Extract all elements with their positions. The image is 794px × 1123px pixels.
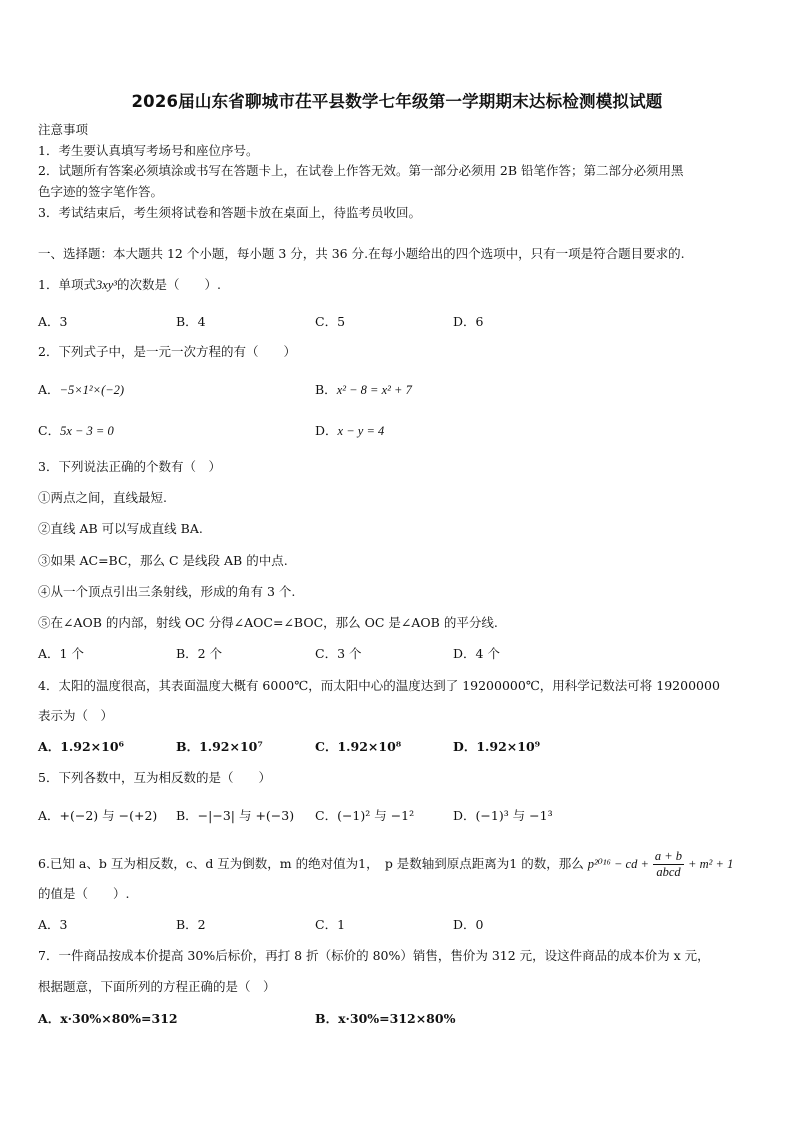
q2-b-expression: x² − 8 = x² + 7 bbox=[336, 383, 412, 397]
question-4-stem-cont: 表示为（ ） bbox=[38, 708, 114, 723]
notice-item: 1．考生要认真填写考场号和座位序号。 bbox=[38, 143, 259, 158]
q4-option-c: C．1.92×10⁸ bbox=[315, 739, 402, 754]
q2-c-expression: 5x − 3 = 0 bbox=[60, 424, 114, 438]
q2-option-c bbox=[38, 422, 114, 440]
q2-d-label: D． bbox=[315, 423, 338, 438]
q6-option-d: D．0 bbox=[453, 917, 484, 932]
q3-statement-3: ③如果 AC=BC，那么 C 是线段 AB 的中点. bbox=[38, 553, 288, 568]
q3-statement-4: ④从一个顶点引出三条射线，形成的角有 3 个. bbox=[38, 584, 296, 599]
q7-option-b: B．x·30%=312×80% bbox=[315, 1011, 456, 1026]
question-1-stem bbox=[38, 276, 221, 294]
q5-option-d: D．(−1)³ 与 −1³ bbox=[453, 808, 553, 823]
q2-a-label: A． bbox=[38, 382, 60, 397]
q2-option-a bbox=[38, 381, 124, 399]
question-4-stem: 4．太阳的温度很高，其表面温度大概有 6000℃，而太阳中心的温度达到了 19200000℃，用科学记数法可将 19200000 bbox=[38, 678, 720, 693]
question-3-stem: 3．下列说法正确的个数有（ ） bbox=[38, 459, 221, 474]
page-title: 2026届山东省聊城市茌平县数学七年级第一学期期末达标检测模拟试题 bbox=[131, 92, 663, 111]
q4-option-d: D．1.92×10⁹ bbox=[453, 739, 541, 754]
notice-item: 3．考试结束后，考生须将试卷和答题卡放在桌面上，待监考员收回。 bbox=[38, 205, 421, 220]
q1-expression: 3xy³ bbox=[95, 278, 118, 292]
q2-option-b bbox=[315, 381, 412, 399]
q6-stem-text: 6.已知 a、b 互为相反数，c、d 互为倒数，m 的绝对值为1， p 是数轴到原点距离为1 的数，那么 bbox=[38, 856, 584, 871]
q7-option-a: A．x·30%×80%=312 bbox=[38, 1011, 178, 1026]
q1-option-d: D．6 bbox=[453, 314, 484, 329]
question-7-stem: 7．一件商品按成本价提高 30%后标价，再打 8 折（标价的 80%）销售，售价为 312 元，设这件商品的成本价为 x 元， bbox=[38, 948, 710, 963]
question-2-stem: 2．下列式子中，是一元一次方程的有（ ） bbox=[38, 344, 296, 359]
q3-statement-5: ⑤在∠AOB 的内部，射线 OC 分得∠AOC=∠BOC，那么 OC 是∠AOB 的平分线. bbox=[38, 615, 498, 630]
q1-stem-a: 1．单项式 bbox=[38, 277, 96, 292]
q6-fraction-numerator: a + b bbox=[654, 849, 683, 863]
q3-option-c: C．3 个 bbox=[315, 646, 362, 661]
question-5-stem: 5．下列各数中，互为相反数的是（ ） bbox=[38, 770, 271, 785]
q2-b-label: B． bbox=[315, 382, 337, 397]
q6-expression-a: p²⁰¹⁶ − cd + bbox=[587, 857, 649, 871]
q1-option-a: A．3 bbox=[38, 314, 68, 329]
q2-option-d bbox=[315, 422, 384, 440]
q2-c-label: C． bbox=[38, 423, 61, 438]
q1-option-c: C．5 bbox=[315, 314, 346, 329]
q6-option-c: C．1 bbox=[315, 917, 346, 932]
q2-a-expression: −5×1²×(−2) bbox=[59, 383, 125, 397]
q6-option-b: B．2 bbox=[176, 917, 206, 932]
q4-option-a: A．1.92×10⁶ bbox=[38, 739, 124, 754]
q1-stem-b: 的次数是（ ）. bbox=[117, 277, 222, 292]
q4-option-b: B．1.92×10⁷ bbox=[176, 739, 263, 754]
q3-statement-2: ②直线 AB 可以写成直线 BA. bbox=[38, 521, 203, 536]
q1-option-b: B．4 bbox=[176, 314, 206, 329]
question-6-tail: 的值是（ ）. bbox=[38, 886, 130, 901]
q2-d-expression: x − y = 4 bbox=[337, 424, 385, 438]
q5-option-a: A．+(−2) 与 −(+2) bbox=[38, 808, 158, 823]
q3-option-d: D．4 个 bbox=[453, 646, 500, 661]
question-7-stem-cont: 根据题意，下面所列的方程正确的是（ ） bbox=[38, 979, 276, 994]
q6-option-a: A．3 bbox=[38, 917, 68, 932]
q6-fraction bbox=[653, 849, 684, 880]
question-6-stem bbox=[38, 849, 733, 880]
q3-option-b: B．2 个 bbox=[176, 646, 223, 661]
q3-option-a: A．1 个 bbox=[38, 646, 84, 661]
q3-statement-1: ①两点之间，直线最短. bbox=[38, 490, 167, 505]
notice-item: 色字迹的签字笔作答。 bbox=[38, 184, 164, 199]
notice-heading: 注意事项 bbox=[38, 122, 89, 137]
notice-item: 2．试题所有答案必须填涂或书写在答题卡上，在试卷上作答无效。第一部分必须用 2B 铅笔作答；第二部分必须用黑 bbox=[38, 163, 684, 178]
q6-expression-b: + m² + 1 bbox=[688, 857, 734, 871]
q5-option-c: C．(−1)² 与 −1² bbox=[315, 808, 415, 823]
section-heading: 一、选择题：本大题共 12 个小题，每小题 3 分，共 36 分.在每小题给出的四个选项中，只有一项是符合题目要求的. bbox=[38, 246, 685, 261]
q6-fraction-denominator: abcd bbox=[656, 865, 681, 879]
q5-option-b: B．−|−3| 与 +(−3) bbox=[176, 808, 295, 823]
